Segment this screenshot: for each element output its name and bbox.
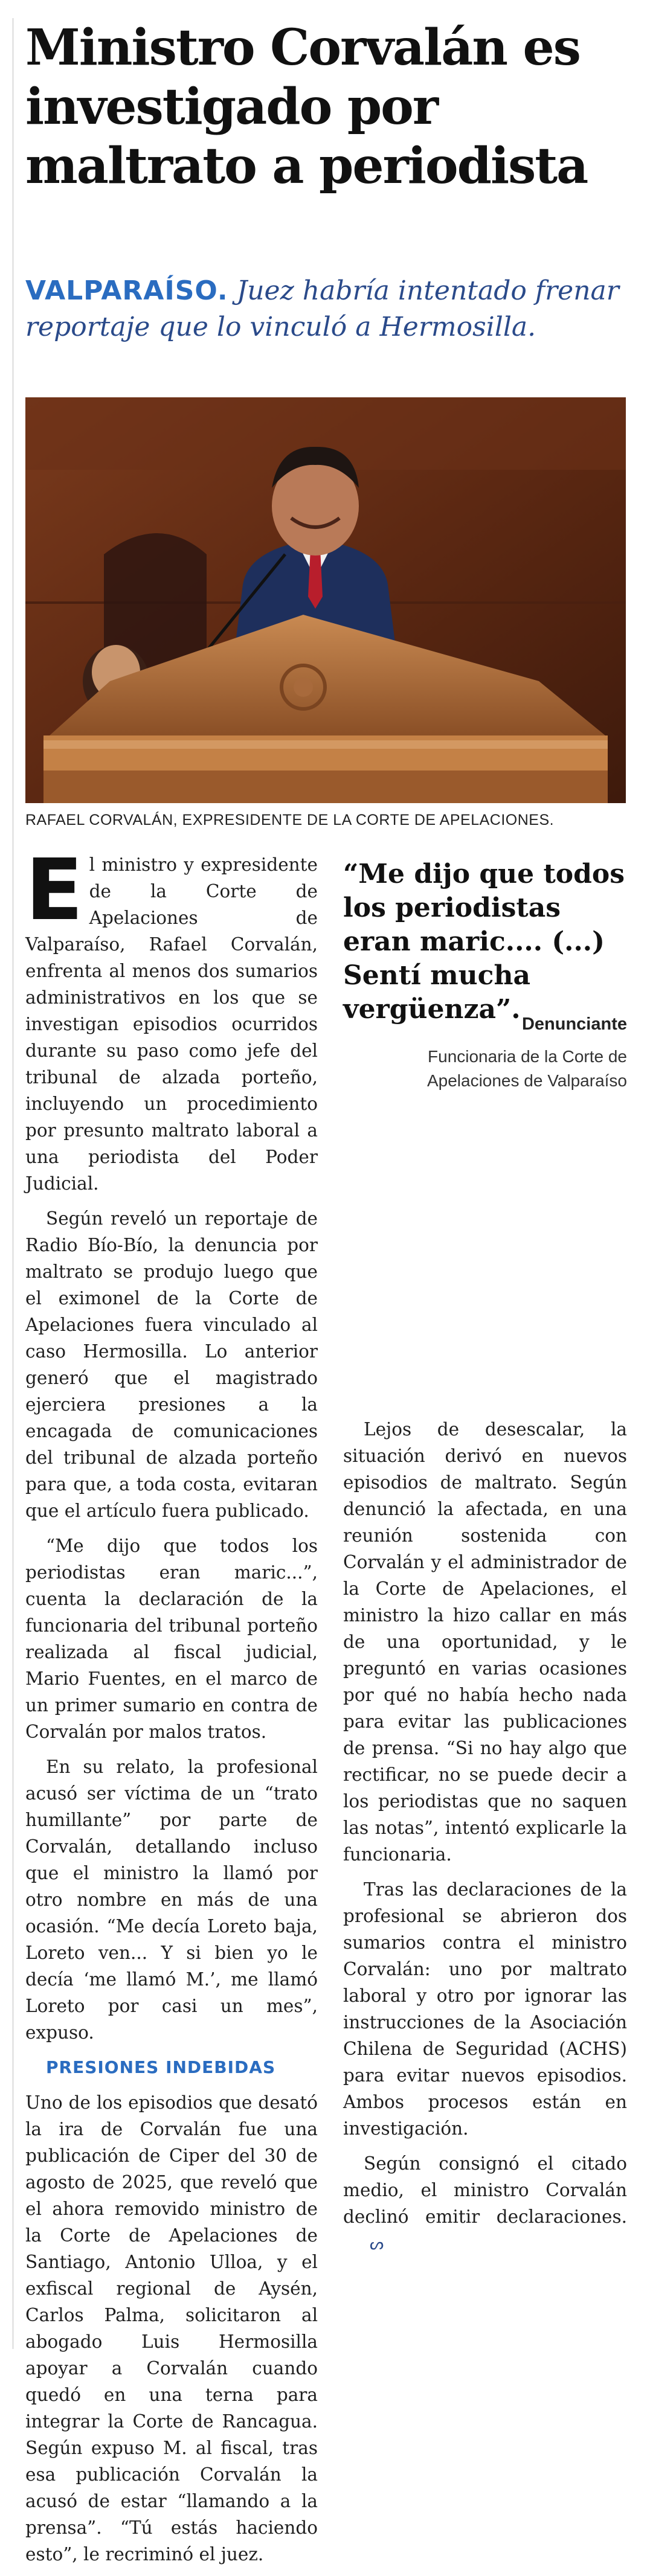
paragraph-8 xyxy=(343,2150,627,2258)
subheadline xyxy=(25,273,629,345)
pull-quote: “Me dijo que todos los periodistas eran maric.... (...) Sentí mucha vergüenza”. xyxy=(343,859,625,1025)
article-photo xyxy=(25,397,626,803)
paragraph-3: “Me dijo que todos los periodistas eran maric...”, cuenta la declaración de la funcionaria del tribunal porteño realizada al fiscal judicial, Mario Fuentes, en el marco de un primer sumario en contra de Corvalán por malos tratos. xyxy=(25,1536,318,1742)
end-mark-icon: ᔕ xyxy=(370,2235,384,2254)
paragraph-6: Lejos de desescalar, la situación derivó en nuevos episodios de maltrato. Según denunció la afectada, en una reunión sostenida con Corvalán y el administrador de la Corte de Apelaciones, el ministro la hizo callar en más de una oportunidad, y le preguntó en varias ocasiones por qué no había hecho nada para evitar las publicaciones de prensa. “Si no hay algo que rectificar, no se puede decir a los periodistas que no saquen las notas”, intentó explicarle la funcionaria. xyxy=(343,1419,627,1865)
article-column-left xyxy=(25,841,318,2576)
subheadline-text: Juez habría intentado frenar reportaje que lo vinculó a Hermosilla. xyxy=(25,275,619,342)
dropcap: E xyxy=(25,841,83,940)
paragraph-4: En su relato, la profesional acusó ser víctima de un “trato humillante” por parte de Corvalán, detallando incluso que el ministro la llamó por otro nombre en más de una ocasión. “Me decía Loreto baja, Loreto ven... Y si bien yo le decía ‘me llamó M.’, me llamó Loreto por casi un mes”, expuso. xyxy=(25,1757,318,2043)
paragraph-1 xyxy=(25,841,318,1197)
pull-quote-role: Denunciante xyxy=(521,1014,627,1034)
article-column-right xyxy=(343,1416,627,2266)
left-margin-rule xyxy=(12,18,14,2349)
photo-illustration xyxy=(25,397,626,803)
paragraph-8-text: Según consignó el citado medio, el ministro Corvalán declinó emitir declaraciones. xyxy=(343,2153,627,2227)
headline: Ministro Corvalán es investigado por maltrato a periodista xyxy=(25,19,588,195)
paragraph-5: Uno de los episodios que desató la ira de Corvalán fue una publicación de Ciper del 30 de agosto de 2025, que reveló que el ahora removido ministro de la Corte de Apelaciones de Santiago, Antonio Ulloa, y el exfiscal regional de Aysén, Carlos Palma, solicitaron al abogado Luis Hermosilla apoyar a Corvalán cuando quedó en una terna para integrar la Corte de Rancagua. Según expuso M. al fiscal, tras esa publicación Corvalán la acusó de estar “llamando a la prensa”. “Tú estás haciendo esto”, le recriminó el juez. xyxy=(25,2092,318,2565)
section-heading: PRESIONES INDEBIDAS xyxy=(46,2057,276,2077)
photo-caption: RAFAEL CORVALÁN, EXPRESIDENTE DE LA CORTE DE APELACIONES. xyxy=(25,812,555,828)
paragraph-1-text: l ministro y expresidente de la Corte de Apelaciones de Valparaíso, Rafael Corvalán, enfrenta al menos dos sumarios administrativos en los que se investigan episodios ocurridos durante su paso como jefe del tribunal de alzada porteño, incluyendo un procedimiento por presunto maltrato laboral a una periodista del Poder Judicial. xyxy=(25,854,318,1194)
pull-quote-detail: Funcionaria de la Corte de Apelaciones de Valparaíso xyxy=(426,1047,627,1090)
location-kicker: VALPARAÍSO. xyxy=(25,275,228,306)
paragraph-2: Según reveló un reportaje de Radio Bío-Bío, la denuncia por maltrato se produjo luego que el eximonel de la Corte de Apelaciones fuera vinculado al caso Hermosilla. Lo anterior generó que el magistrado ejerciera presiones a la encagada de comunicaciones del tribunal de alzada porteño para que, a toda costa, evitaran que el artículo fuera publicado. xyxy=(25,1208,318,1521)
paragraph-7: Tras las declaraciones de la profesional se abrieron dos sumarios contra el ministro Corvalán: uno por maltrato laboral y otro por ignorar las instrucciones de la Asociación Chilena de Seguridad (ACHS) para evitar nuevos episodios. Ambos procesos están en investigación. xyxy=(343,1879,627,2139)
